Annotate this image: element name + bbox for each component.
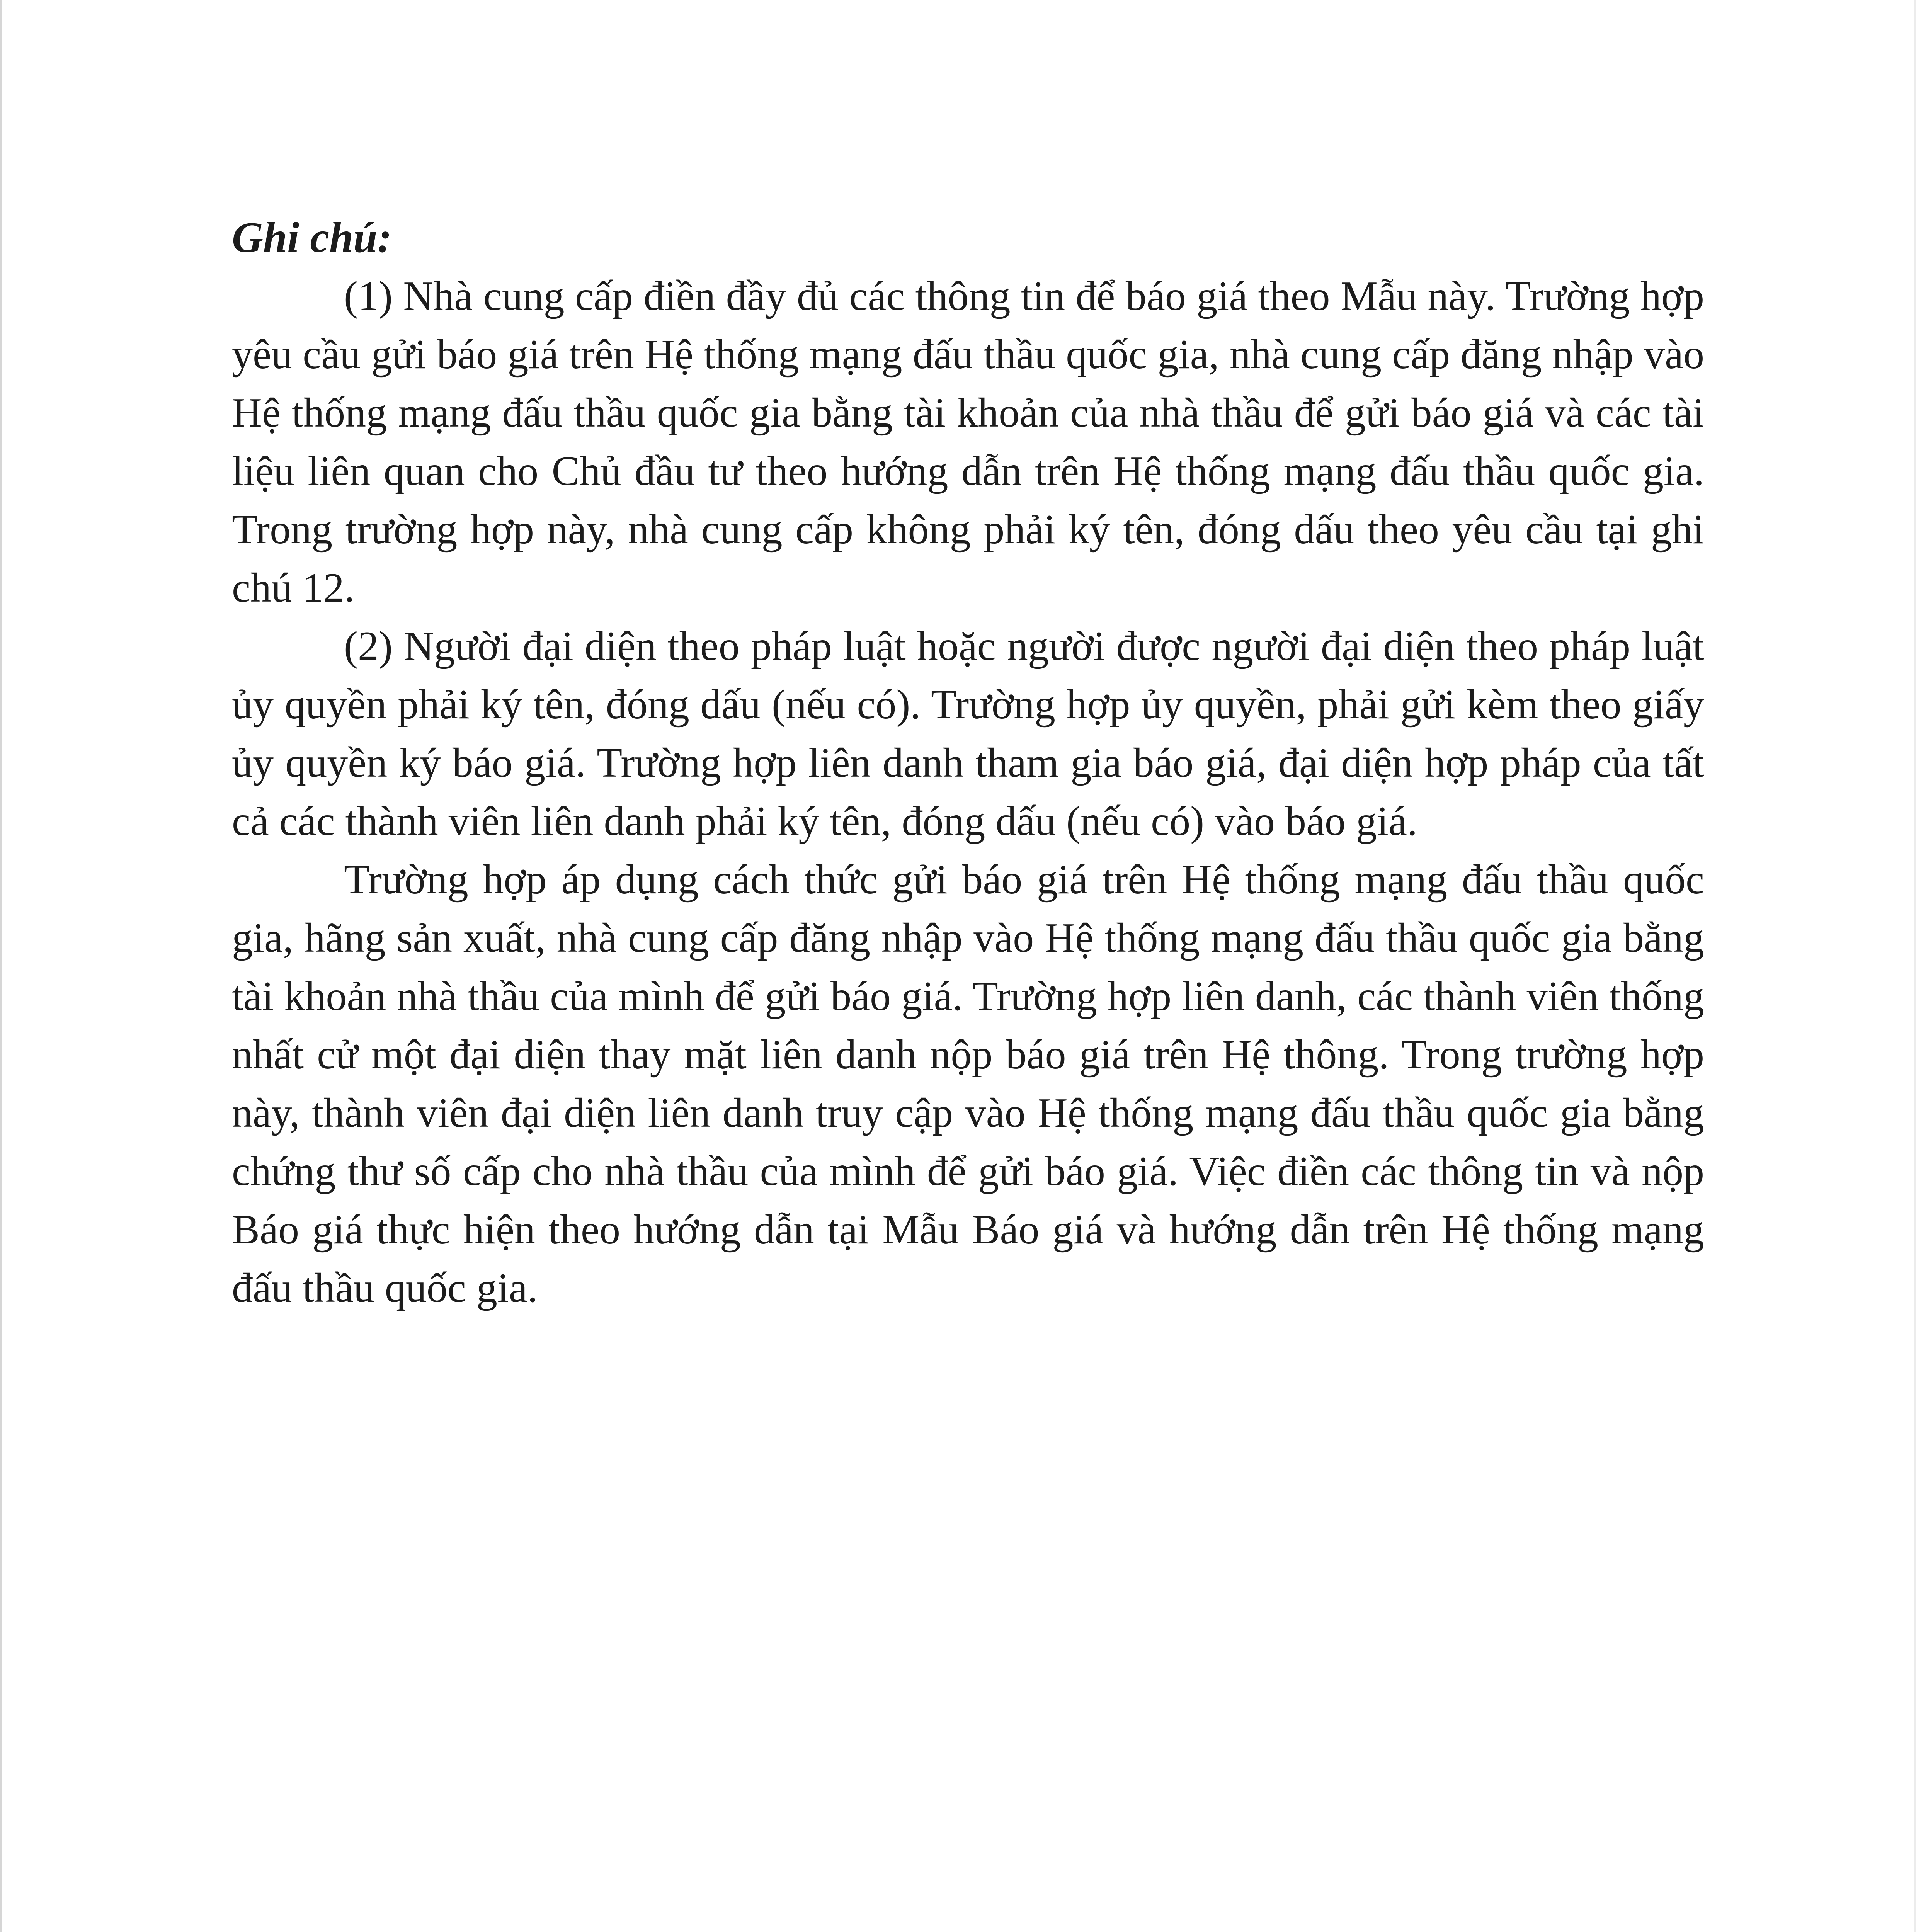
scan-right-edge — [1914, 0, 1916, 1932]
note-paragraph-3: Trường hợp áp dụng cách thức gửi báo giá trên Hệ thống mạng đấu thầu quốc gia, hãng sản xuất, nhà cung cấp đăng nhập vào Hệ thống mạng đấu thầu quốc gia bằng tài khoản nhà thầu của mình để gửi báo giá. Trường hợp liên danh, các thành viên thống nhất cử một đại diện thay mặt liên danh nộp báo giá trên Hệ thông. Trong trường hợp này, thành viên đại diện liên danh truy cập vào Hệ thống mạng đấu thầu quốc gia bằng chứng thư số cấp cho nhà thầu của mình để gửi báo giá. Việc điền các thông tin và nộp Báo giá thực hiện theo hướng dẫn tại Mẫu Báo giá và hướng dẫn trên Hệ thống mạng đấu thầu quốc gia. — [232, 857, 1704, 1311]
note-paragraph-1: (1) Nhà cung cấp điền đầy đủ các thông tin để báo giá theo Mẫu này. Trường hợp yêu cầu gửi báo giá trên Hệ thống mạng đấu thầu quốc gia, nhà cung cấp đăng nhập vào Hệ thống mạng đấu thầu quốc gia bằng tài khoản của nhà thầu để gửi báo giá và các tài liệu liên quan cho Chủ đầu tư theo hướng dẫn trên Hệ thống mạng đấu thầu quốc gia. Trong trường hợp này, nhà cung cấp không phải ký tên, đóng dấu theo yêu cầu tại ghi chú 12. — [232, 273, 1704, 611]
document-body — [232, 209, 1704, 1317]
note-paragraph-2: (2) Người đại diện theo pháp luật hoặc người được người đại diện theo pháp luật ủy quyền phải ký tên, đóng dấu (nếu có). Trường hợp ủy quyền, phải gửi kèm theo giấy ủy quyền ký báo giá. Trường hợp liên danh tham gia báo giá, đại diện hợp pháp của tất cả các thành viên liên danh phải ký tên, đóng dấu (nếu có) vào báo giá. — [232, 623, 1704, 844]
scan-left-edge — [0, 0, 2, 1932]
notes-heading: Ghi chú: — [232, 214, 392, 262]
